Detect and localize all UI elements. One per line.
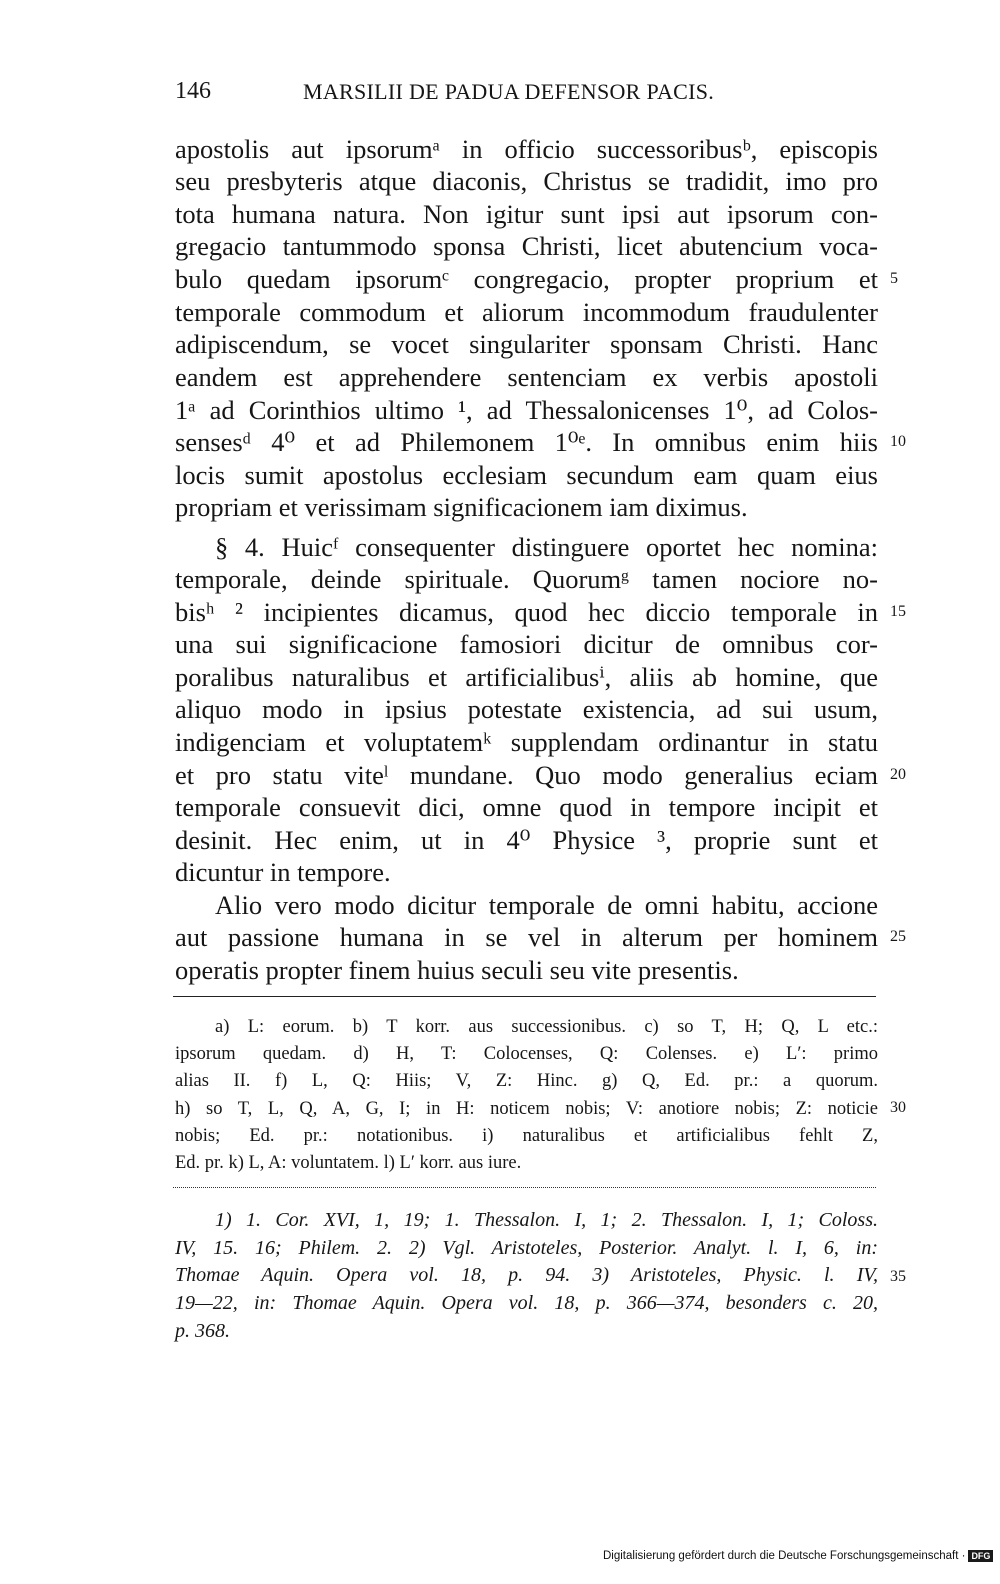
source-note-line: IV, 15. 16; Philem. 2. 2) Vgl. Aristoteles, Posterior. Analyt. l. I, 6, in: xyxy=(175,1237,878,1259)
apparatus-line: nobis; Ed. pr.: notationibus. i) naturalibus et artificialibus fehlt Z, xyxy=(175,1126,878,1146)
text-line: indigenciam et voluptatemᵏ supplendam ordinantur in statu xyxy=(175,727,878,757)
section-heading-line: § 4. Huicᶠ consequenter distinguere oportet hec nomina: xyxy=(215,532,878,562)
source-note-line: 1) 1. Cor. XVI, 1, 19; 1. Thessalon. I, 1; 2. Thessalon. I, 1; Coloss. xyxy=(215,1209,878,1231)
source-note-line: 19—22, in: Thomae Aquin. Opera vol. 18, p. 366—374, besonders c. 20, xyxy=(175,1292,878,1314)
line-number: 35 xyxy=(890,1268,906,1285)
line-number: 20 xyxy=(890,766,906,783)
text-line: aut passione humana in se vel in alterum per hominem xyxy=(175,922,878,952)
text-line: Alio vero modo dicitur temporale de omni habitu, accione xyxy=(215,890,878,920)
text-line: adipiscendum, se vocet singulariter sponsam Christi. Hanc xyxy=(175,329,878,359)
text-line: propriam et verissimam significacionem iam diximus. xyxy=(175,492,748,522)
text-line: locis sumit apostolus ecclesiam secundum eam quam eius xyxy=(175,460,878,490)
text-line: sensesᵈ 4⁰ et ad Philemonem 1⁰ᵉ. In omnibus enim hiis xyxy=(175,427,878,457)
text-line: temporale consuevit dici, omne quod in tempore incipit et xyxy=(175,792,878,822)
text-line: temporale, deinde spirituale. Quorumᵍ tamen nociore no- xyxy=(175,564,878,594)
text-line: eandem est apprehendere sentenciam ex verbis apostoli xyxy=(175,362,878,392)
text-line: gregacio tantummodo sponsa Christi, licet abutencium voca- xyxy=(175,231,878,261)
text-line: bisʰ ² incipientes dicamus, quod hec diccio temporale in xyxy=(175,597,878,627)
line-number: 30 xyxy=(890,1099,906,1116)
text-line: poralibus naturalibus et artificialibusⁱ, aliis ab homine, que xyxy=(175,662,878,692)
text-line: et pro statu viteˡ mundane. Quo modo generalius eciam xyxy=(175,760,878,790)
text-line: tota humana natura. Non igitur sunt ipsi aut ipsorum con- xyxy=(175,199,878,229)
text-line: 1ᵃ ad Corinthios ultimo ¹, ad Thessalonicenses 1⁰, ad Colos- xyxy=(175,395,878,425)
apparatus-line: ipsorum quedam. d) H, T: Colocenses, Q: Colenses. e) L′: primo xyxy=(175,1044,878,1064)
footer-text: Digitalisierung gefördert durch die Deutsche Forschungsgemeinschaft · xyxy=(603,1550,966,1563)
text-line: temporale commodum et aliorum incommodum fraudulenter xyxy=(175,297,878,327)
line-number: 15 xyxy=(890,603,906,620)
apparatus-line: a) L: eorum. b) T korr. aus successionibus. c) so T, H; Q, L etc.: xyxy=(215,1017,878,1037)
digitization-footer xyxy=(603,1550,993,1562)
line-number: 25 xyxy=(890,928,906,945)
line-number: 10 xyxy=(890,433,906,450)
page-number: 146 xyxy=(175,78,211,104)
text-line: bulo quedam ipsorumᶜ congregacio, propter proprium et xyxy=(175,264,878,294)
text-line: una sui significacione famosiori dicitur de omnibus cor- xyxy=(175,629,878,659)
apparatus-line: alias II. f) L, Q: Hiis; V, Z: Hinc. g) Q, Ed. pr.: a quorum. xyxy=(175,1071,878,1091)
source-note-line: Thomae Aquin. Opera vol. 18, p. 94. 3) Aristoteles, Physic. l. IV, xyxy=(175,1264,878,1286)
dfg-logo: DFG xyxy=(968,1550,993,1562)
line-number: 5 xyxy=(890,270,898,287)
text-line: seu presbyteris atque diaconis, Christus se tradidit, imo pro xyxy=(175,166,878,196)
apparatus-line: h) so T, L, Q, A, G, I; in H: noticem nobis; V: anotiore nobis; Z: noticie xyxy=(175,1099,878,1119)
text-line: apostolis aut ipsorumᵃ in officio successoribusᵇ, episcopis xyxy=(175,134,878,164)
apparatus-line: Ed. pr. k) L, A: voluntatem. l) L′ korr. aus iure. xyxy=(175,1153,522,1173)
text-line: desinit. Hec enim, ut in 4⁰ Physice ³, proprie sunt et xyxy=(175,825,878,855)
footnote-divider xyxy=(173,1187,876,1188)
text-line: dicuntur in tempore. xyxy=(175,857,391,887)
text-line: operatis propter finem huius seculi seu vite presentis. xyxy=(175,955,739,985)
footnote-divider xyxy=(173,996,876,997)
running-header xyxy=(175,78,875,108)
text-line: aliquo modo in ipsius potestate existencia, ad sui usum, xyxy=(175,694,878,724)
running-title: MARSILII DE PADUA DEFENSOR PACIS. xyxy=(303,79,715,104)
source-note-line: p. 368. xyxy=(175,1320,230,1342)
